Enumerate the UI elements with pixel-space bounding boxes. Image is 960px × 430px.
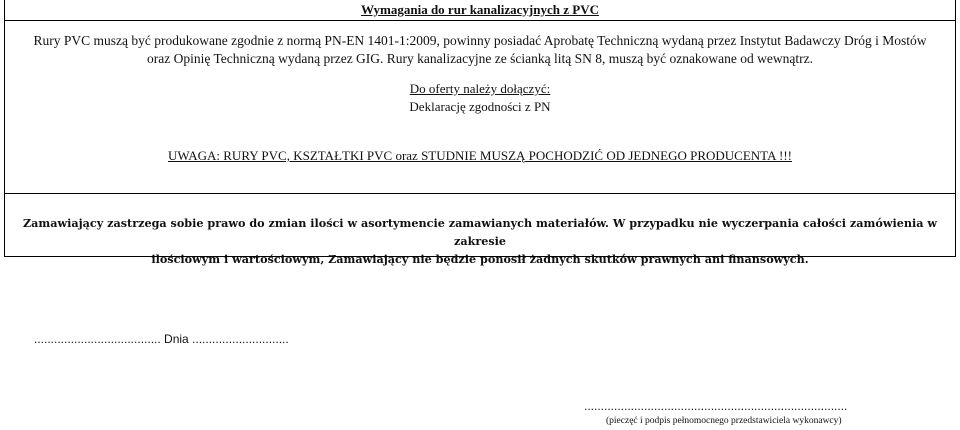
ordering-notice [5,214,955,268]
notice-line-1: Zamawiający zastrzega sobie prawo do zmian ilości w asortymencie zamawianych materiałów. W przypadku nie wyczerpania całości zamówienia w zakresie [23,216,937,248]
pvc-requirements-paragraph [5,32,955,68]
notice-line-2: ilościowym i wartościowym, Zamawiający nie będzie ponosił żadnych skutków prawnych ani finansowych. [151,252,809,266]
attachments-heading: Do oferty należy dołączyć: [409,81,551,96]
signature-line: ............................................................................... [584,399,848,413]
attachments-item: Deklarację zgodności z PN [409,99,551,114]
paragraph-line-1: Rury PVC muszą być produkowane zgodnie z normą PN-EN 1401-1:2009, powinny posiadać Aprobatę Techniczną wydaną przez Instytut Badawczy Dróg i Mostów [33,33,927,48]
paragraph-line-2: oraz Opinię Techniczną wydaną przez GIG. Rury kanalizacyjne ze ścianką litą SN 8, muszą być oznakowane od wewnątrz. [146,51,814,66]
producer-warning: UWAGA: RURY PVC, KSZTAŁTKI PVC oraz STUDNIE MUSZĄ POCHODZIĆ OD JEDNEGO PRODUCENTA !!! [168,148,792,163]
requirements-frame [4,0,956,266]
document-title: Wymagania do rur kanalizacyjnych z PVC [361,2,599,17]
date-line: ...................................... Dnia ............................. [34,332,289,346]
section-divider [5,193,955,194]
title-row [5,0,955,21]
signature-caption: (pieczęć i podpis pełnomocnego przedstawiciela wykonawcy) [606,416,842,426]
